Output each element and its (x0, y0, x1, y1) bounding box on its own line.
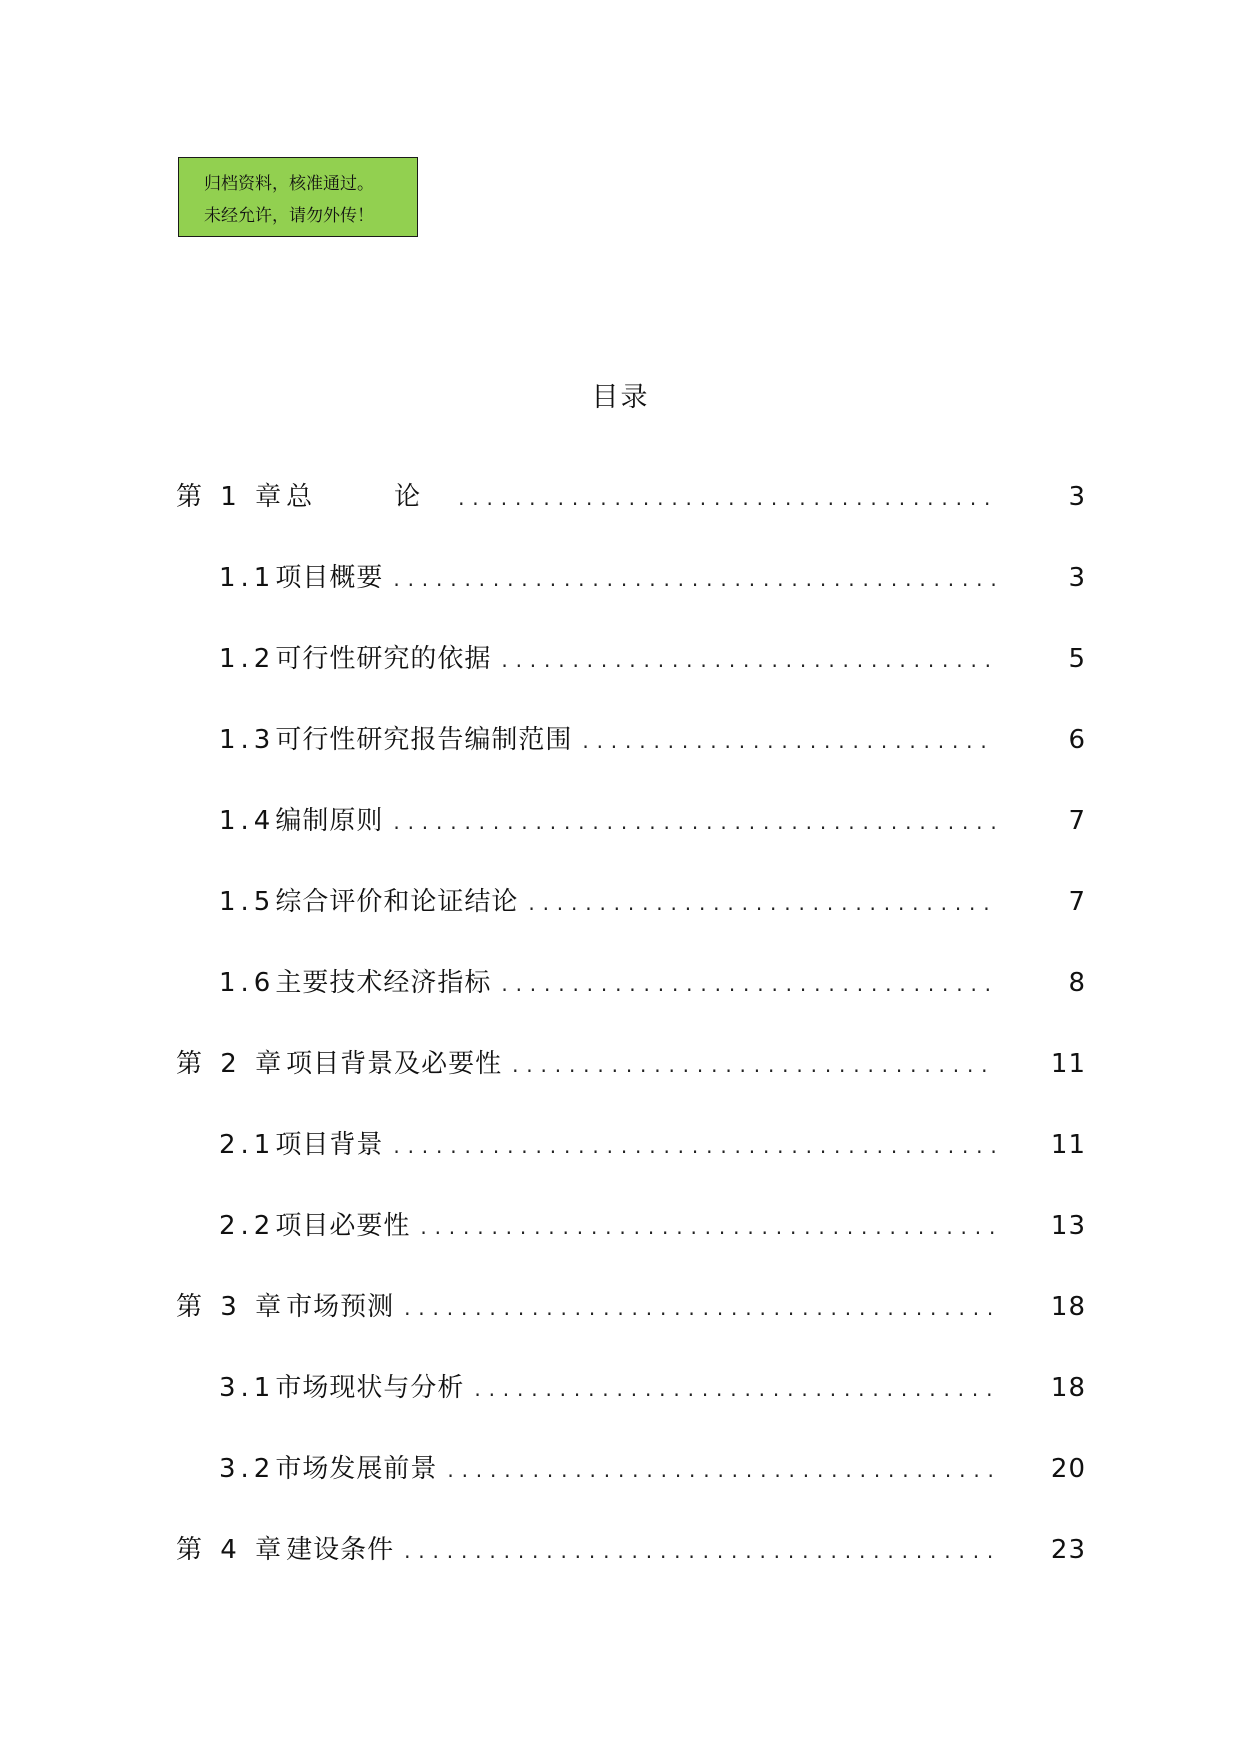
toc-entry-page: 8 (1068, 968, 1086, 998)
toc-dot-leader (404, 1529, 996, 1573)
toc-entry-section-2-1[interactable] (0, 1123, 1241, 1168)
toc-entry-page: 11 (1050, 1130, 1086, 1160)
toc-dot-leader (447, 1448, 996, 1492)
toc-entry-section-3-2[interactable] (0, 1447, 1241, 1492)
toc-entry-number: 第 4 章 (176, 1535, 287, 1565)
toc-entry-section-1-4[interactable] (0, 799, 1241, 844)
toc-entry-title: 可行性研究的依据 (275, 644, 492, 674)
toc-entry-number: 3.1 (219, 1373, 276, 1403)
toc-entry-section-1-2[interactable] (0, 637, 1241, 682)
toc-row[interactable] (0, 1204, 1241, 1285)
toc-entry-chapter-2[interactable] (0, 1042, 1241, 1087)
toc-entry-page: 3 (1068, 563, 1086, 593)
toc-entry-title: 主要技术经济指标 (275, 968, 492, 998)
toc-entry-section-3-1[interactable] (0, 1366, 1241, 1411)
toc-dot-leader (501, 638, 996, 682)
toc-dot-leader (458, 476, 996, 520)
toc-entry-title: 编制原则 (275, 806, 384, 836)
toc-row[interactable] (0, 1447, 1241, 1528)
toc-entry-page: 3 (1068, 482, 1086, 512)
toc-entry-section-2-2[interactable] (0, 1204, 1241, 1249)
toc-entry-page: 7 (1068, 806, 1086, 836)
toc-entry-number: 1.5 (219, 887, 276, 917)
toc-entry-number: 1.1 (219, 563, 276, 593)
toc-entry-title: 市场预测 (286, 1292, 395, 1322)
toc-entry-section-1-3[interactable] (0, 718, 1241, 763)
toc-row[interactable] (0, 1042, 1241, 1123)
toc-row[interactable] (0, 880, 1241, 961)
toc-row[interactable] (0, 556, 1241, 637)
archive-stamp (178, 157, 418, 237)
toc-entry-number: 2.2 (219, 1211, 276, 1241)
toc-entry-number: 1.2 (219, 644, 276, 674)
toc-entry-number: 2.1 (219, 1130, 276, 1160)
toc-entry-number: 3.2 (219, 1454, 276, 1484)
toc-entry-chapter-3[interactable] (0, 1285, 1241, 1330)
toc-entry-number: 1.6 (219, 968, 276, 998)
toc-dot-leader (404, 1286, 996, 1330)
toc-row[interactable] (0, 799, 1241, 880)
toc-entry-title: 项目概要 (275, 563, 384, 593)
toc-entry-page: 18 (1050, 1373, 1086, 1403)
toc-entry-title: 项目必要性 (275, 1211, 411, 1241)
toc-dot-leader (393, 1124, 996, 1168)
toc-entry-page: 13 (1050, 1211, 1086, 1241)
toc-entry-title: 市场现状与分析 (275, 1373, 465, 1403)
toc-row[interactable] (0, 637, 1241, 718)
toc-entry-section-1-5[interactable] (0, 880, 1241, 925)
toc-entry-title: 项目背景及必要性 (286, 1049, 503, 1079)
toc-entry-section-1-6[interactable] (0, 961, 1241, 1006)
toc-entry-page: 5 (1068, 644, 1086, 674)
toc-entry-title: 综合评价和论证结论 (275, 887, 519, 917)
toc-row[interactable] (0, 961, 1241, 1042)
stamp-line-1: 归档资料，核准通过。 (204, 174, 374, 194)
toc-row[interactable] (0, 718, 1241, 799)
toc-entry-title: 可行性研究报告编制范围 (275, 725, 573, 755)
toc-dot-leader (474, 1367, 996, 1411)
toc-row[interactable] (0, 1123, 1241, 1204)
toc-entry-page: 23 (1050, 1535, 1086, 1565)
toc-entry-title: 项目背景 (275, 1130, 384, 1160)
toc-entry-title: 市场发展前景 (275, 1454, 438, 1484)
toc-entry-chapter-1[interactable] (0, 475, 1241, 520)
toc-entry-page: 20 (1050, 1454, 1086, 1484)
toc-entry-title: 总 论 (286, 482, 449, 512)
toc-entry-number: 1.4 (219, 806, 276, 836)
toc-entry-number: 第 3 章 (176, 1292, 287, 1322)
toc-row[interactable] (0, 1366, 1241, 1447)
toc-entry-page: 7 (1068, 887, 1086, 917)
toc-row[interactable] (0, 1285, 1241, 1366)
toc-dot-leader (528, 881, 996, 925)
toc-dot-leader (582, 719, 996, 763)
toc-entry-number: 第 2 章 (176, 1049, 287, 1079)
toc-dot-leader (393, 800, 996, 844)
toc-entry-title: 建设条件 (286, 1535, 395, 1565)
stamp-line-2: 未经允许，请勿外传！ (204, 206, 374, 226)
toc-entry-number: 1.3 (219, 725, 276, 755)
toc-entry-chapter-4[interactable] (0, 1528, 1241, 1573)
toc-row[interactable] (0, 475, 1241, 556)
toc-dot-leader (501, 962, 996, 1006)
toc-dot-leader (512, 1043, 996, 1087)
toc-entry-page: 11 (1050, 1049, 1086, 1079)
toc-title: 目录 (591, 382, 650, 413)
toc-entry-page: 18 (1050, 1292, 1086, 1322)
toc-row[interactable] (0, 1528, 1241, 1609)
table-of-contents (0, 475, 1241, 1609)
toc-entry-section-1-1[interactable] (0, 556, 1241, 601)
toc-entry-number: 第 1 章 (176, 482, 287, 512)
toc-entry-page: 6 (1068, 725, 1086, 755)
toc-dot-leader (393, 557, 996, 601)
toc-dot-leader (420, 1205, 996, 1249)
